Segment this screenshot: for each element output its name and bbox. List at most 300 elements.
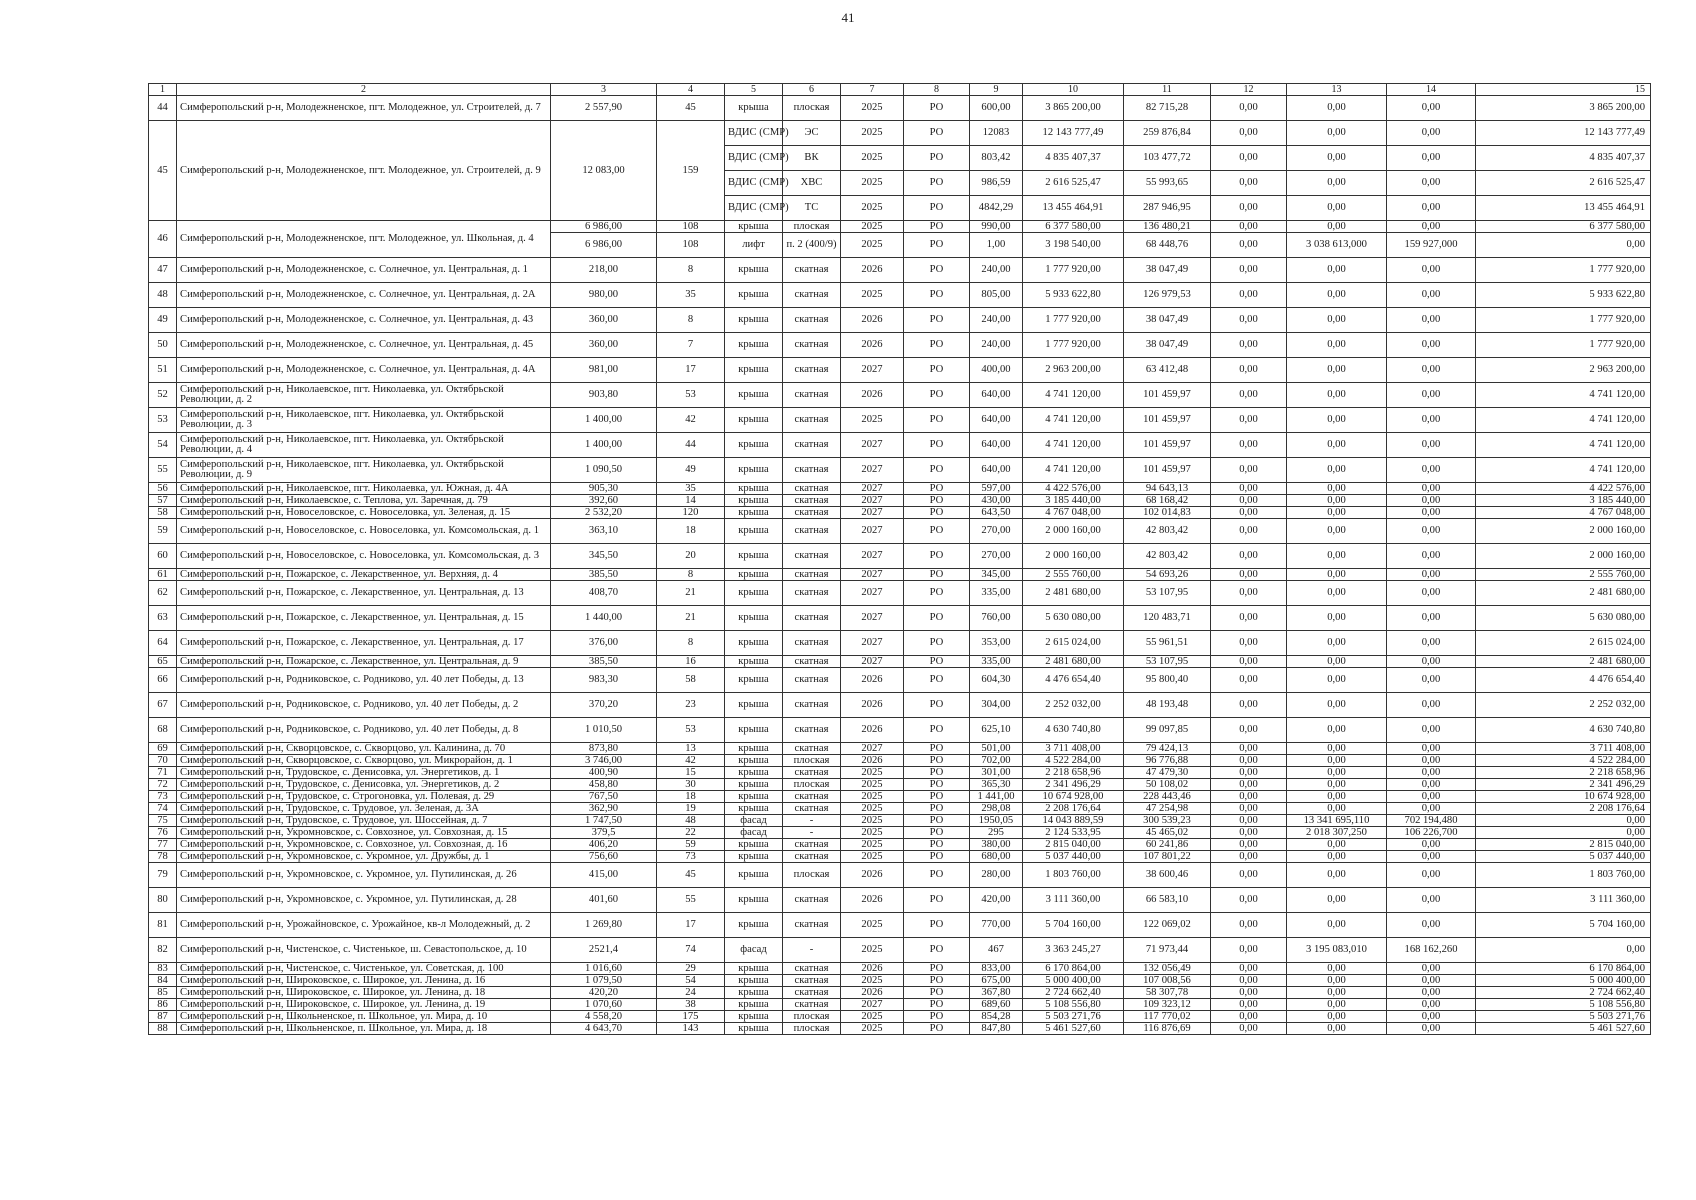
cell-c12: 0,00 xyxy=(1211,507,1287,519)
cell-c12: 0,00 xyxy=(1211,221,1287,233)
cell-c8: РО xyxy=(904,196,970,221)
table-row xyxy=(149,755,1651,767)
cell-c13: 0,00 xyxy=(1287,221,1387,233)
cell-c8: РО xyxy=(904,121,970,146)
row-number: 82 xyxy=(149,938,177,963)
cell-c5: крыша xyxy=(725,963,783,975)
cell-c6: скатная xyxy=(783,913,841,938)
cell-c12: 0,00 xyxy=(1211,519,1287,544)
address-cell: Симферопольский р-н, Молодежненское, пгт. Молодежное, ул. Строителей, д. 7 xyxy=(177,96,551,121)
cell-c6: скатная xyxy=(783,668,841,693)
cell-c8: РО xyxy=(904,358,970,383)
cell-c13: 0,00 xyxy=(1287,803,1387,815)
cell-c4: 53 xyxy=(657,718,725,743)
cell-c14: 0,00 xyxy=(1387,146,1476,171)
cell-c3: 420,20 xyxy=(551,987,657,999)
cell-c6: скатная xyxy=(783,358,841,383)
cell-c4: 108 xyxy=(657,233,725,258)
cell-c6: п. 2 (400/9) xyxy=(783,233,841,258)
cell-c12: 0,00 xyxy=(1211,755,1287,767)
cell-c3: 6 986,00 xyxy=(551,221,657,233)
cell-c11: 54 693,26 xyxy=(1124,569,1211,581)
cell-c12: 0,00 xyxy=(1211,975,1287,987)
row-number: 62 xyxy=(149,581,177,606)
cell-c15: 2 963 200,00 xyxy=(1476,358,1651,383)
cell-c13: 0,00 xyxy=(1287,987,1387,999)
cell-c15: 1 803 760,00 xyxy=(1476,863,1651,888)
cell-c3: 12 083,00 xyxy=(551,121,657,221)
cell-c14: 0,00 xyxy=(1387,987,1476,999)
cell-c3: 2 532,20 xyxy=(551,507,657,519)
cell-c8: РО xyxy=(904,221,970,233)
cell-c4: 44 xyxy=(657,433,725,458)
cell-c12: 0,00 xyxy=(1211,851,1287,863)
cell-c7: 2027 xyxy=(841,569,904,581)
cell-c10: 4 476 654,40 xyxy=(1023,668,1124,693)
cell-c14: 0,00 xyxy=(1387,718,1476,743)
cell-c4: 29 xyxy=(657,963,725,975)
column-header: 12 xyxy=(1211,84,1287,96)
cell-c7: 2027 xyxy=(841,581,904,606)
row-number: 45 xyxy=(149,121,177,221)
row-number: 76 xyxy=(149,827,177,839)
row-number: 83 xyxy=(149,963,177,975)
cell-c12: 0,00 xyxy=(1211,483,1287,495)
cell-c11: 47 254,98 xyxy=(1124,803,1211,815)
cell-c6: скатная xyxy=(783,606,841,631)
cell-c7: 2025 xyxy=(841,938,904,963)
cell-c13: 0,00 xyxy=(1287,718,1387,743)
cell-c5: крыша xyxy=(725,358,783,383)
cell-c11: 228 443,46 xyxy=(1124,791,1211,803)
cell-c9: 847,80 xyxy=(970,1023,1023,1035)
cell-c5: крыша xyxy=(725,779,783,791)
cell-c10: 4 741 120,00 xyxy=(1023,458,1124,483)
cell-c9: 805,00 xyxy=(970,283,1023,308)
row-number: 86 xyxy=(149,999,177,1011)
cell-c15: 5 000 400,00 xyxy=(1476,975,1651,987)
cell-c3: 1 400,00 xyxy=(551,408,657,433)
cell-c11: 63 412,48 xyxy=(1124,358,1211,383)
cell-c10: 2 724 662,40 xyxy=(1023,987,1124,999)
cell-c8: РО xyxy=(904,999,970,1011)
row-number: 79 xyxy=(149,863,177,888)
cell-c12: 0,00 xyxy=(1211,888,1287,913)
cell-c9: 400,00 xyxy=(970,358,1023,383)
address-cell: Симферопольский р-н, Чистенское, с. Чистенькое, ш. Севастопольское, д. 10 xyxy=(177,938,551,963)
cell-c15: 5 503 271,76 xyxy=(1476,1011,1651,1023)
cell-c7: 2027 xyxy=(841,519,904,544)
cell-c7: 2027 xyxy=(841,458,904,483)
cell-c12: 0,00 xyxy=(1211,283,1287,308)
cell-c15: 2 616 525,47 xyxy=(1476,171,1651,196)
cell-c15: 2 615 024,00 xyxy=(1476,631,1651,656)
cell-c13: 0,00 xyxy=(1287,913,1387,938)
cell-c5: фасад xyxy=(725,815,783,827)
column-header: 1 xyxy=(149,84,177,96)
cell-c15: 4 741 120,00 xyxy=(1476,383,1651,408)
cell-c14: 0,00 xyxy=(1387,569,1476,581)
row-number: 52 xyxy=(149,383,177,408)
table-row xyxy=(149,987,1651,999)
cell-c11: 42 803,42 xyxy=(1124,519,1211,544)
cell-c8: РО xyxy=(904,383,970,408)
cell-c14: 0,00 xyxy=(1387,606,1476,631)
cell-c15: 13 455 464,91 xyxy=(1476,196,1651,221)
cell-c3: 1 400,00 xyxy=(551,433,657,458)
cell-c8: РО xyxy=(904,963,970,975)
row-number: 60 xyxy=(149,544,177,569)
cell-c6: скатная xyxy=(783,839,841,851)
cell-c10: 6 377 580,00 xyxy=(1023,221,1124,233)
address-cell: Симферопольский р-н, Родниковское, с. Родниково, ул. 40 лет Победы, д. 8 xyxy=(177,718,551,743)
cell-c5: крыша xyxy=(725,718,783,743)
cell-c5: лифт xyxy=(725,233,783,258)
table-row xyxy=(149,408,1651,433)
cell-c12: 0,00 xyxy=(1211,803,1287,815)
address-cell: Симферопольский р-н, Трудовское, с. Трудовое, ул. Шоссейная, д. 7 xyxy=(177,815,551,827)
cell-c10: 5 461 527,60 xyxy=(1023,1023,1124,1035)
address-cell: Симферопольский р-н, Пожарское, с. Лекарственное, ул. Центральная, д. 9 xyxy=(177,656,551,668)
cell-c10: 2 208 176,64 xyxy=(1023,803,1124,815)
cell-c4: 17 xyxy=(657,358,725,383)
cell-c9: 986,59 xyxy=(970,171,1023,196)
row-number: 49 xyxy=(149,308,177,333)
cell-c6: скатная xyxy=(783,999,841,1011)
table-row xyxy=(149,483,1651,495)
cell-c12: 0,00 xyxy=(1211,693,1287,718)
cell-c8: РО xyxy=(904,146,970,171)
address-cell: Симферопольский р-н, Чистенское, с. Чистенькое, ул. Советская, д. 100 xyxy=(177,963,551,975)
cell-c9: 304,00 xyxy=(970,693,1023,718)
cell-c12: 0,00 xyxy=(1211,963,1287,975)
address-cell: Симферопольский р-н, Укромновское, с. Укромное, ул. Путилинская, д. 28 xyxy=(177,888,551,913)
cell-c10: 2 555 760,00 xyxy=(1023,569,1124,581)
cell-c10: 2 252 032,00 xyxy=(1023,693,1124,718)
cell-c11: 50 108,02 xyxy=(1124,779,1211,791)
row-number: 66 xyxy=(149,668,177,693)
table-row xyxy=(149,743,1651,755)
cell-c10: 12 143 777,49 xyxy=(1023,121,1124,146)
cell-c13: 0,00 xyxy=(1287,693,1387,718)
cell-c7: 2025 xyxy=(841,803,904,815)
cell-c11: 53 107,95 xyxy=(1124,581,1211,606)
cell-c11: 107 008,56 xyxy=(1124,975,1211,987)
cell-c10: 2 963 200,00 xyxy=(1023,358,1124,383)
cell-c4: 59 xyxy=(657,839,725,851)
cell-c14: 0,00 xyxy=(1387,433,1476,458)
cell-c13: 0,00 xyxy=(1287,668,1387,693)
cell-c14: 0,00 xyxy=(1387,171,1476,196)
row-number: 48 xyxy=(149,283,177,308)
cell-c8: РО xyxy=(904,495,970,507)
cell-c4: 120 xyxy=(657,507,725,519)
cell-c10: 4 741 120,00 xyxy=(1023,408,1124,433)
cell-c10: 2 616 525,47 xyxy=(1023,171,1124,196)
cell-c4: 23 xyxy=(657,693,725,718)
cell-c5: крыша xyxy=(725,519,783,544)
cell-c9: 240,00 xyxy=(970,333,1023,358)
cell-c7: 2025 xyxy=(841,96,904,121)
cell-c9: 833,00 xyxy=(970,963,1023,975)
cell-c3: 983,30 xyxy=(551,668,657,693)
cell-c12: 0,00 xyxy=(1211,146,1287,171)
cell-c8: РО xyxy=(904,718,970,743)
cell-c6: скатная xyxy=(783,495,841,507)
address-cell: Симферопольский р-н, Пожарское, с. Лекарственное, ул. Центральная, д. 13 xyxy=(177,581,551,606)
cell-c6: плоская xyxy=(783,1011,841,1023)
table-row xyxy=(149,458,1651,483)
cell-c12: 0,00 xyxy=(1211,171,1287,196)
cell-c8: РО xyxy=(904,767,970,779)
cell-c12: 0,00 xyxy=(1211,987,1287,999)
cell-c13: 0,00 xyxy=(1287,458,1387,483)
cell-c4: 15 xyxy=(657,767,725,779)
cell-c4: 38 xyxy=(657,999,725,1011)
cell-c9: 689,60 xyxy=(970,999,1023,1011)
address-cell: Симферопольский р-н, Трудовское, с. Трудовое, ул. Зеленая, д. 3А xyxy=(177,803,551,815)
cell-c6: скатная xyxy=(783,483,841,495)
cell-c7: 2025 xyxy=(841,1011,904,1023)
cell-c11: 107 801,22 xyxy=(1124,851,1211,863)
cell-c12: 0,00 xyxy=(1211,569,1287,581)
table-row xyxy=(149,519,1651,544)
cell-c9: 365,30 xyxy=(970,779,1023,791)
cell-c13: 0,00 xyxy=(1287,963,1387,975)
table-row xyxy=(149,96,1651,121)
table-row xyxy=(149,433,1651,458)
cell-c13: 0,00 xyxy=(1287,888,1387,913)
cell-c12: 0,00 xyxy=(1211,233,1287,258)
cell-c4: 55 xyxy=(657,888,725,913)
table-row xyxy=(149,791,1651,803)
cell-c5: ВДИС (СМР) xyxy=(725,121,783,146)
cell-c12: 0,00 xyxy=(1211,196,1287,221)
table-row xyxy=(149,975,1651,987)
cell-c11: 120 483,71 xyxy=(1124,606,1211,631)
cell-c5: крыша xyxy=(725,693,783,718)
cell-c14: 0,00 xyxy=(1387,656,1476,668)
cell-c12: 0,00 xyxy=(1211,779,1287,791)
cell-c4: 8 xyxy=(657,569,725,581)
cell-c13: 0,00 xyxy=(1287,656,1387,668)
cell-c13: 0,00 xyxy=(1287,433,1387,458)
cell-c8: РО xyxy=(904,755,970,767)
cell-c12: 0,00 xyxy=(1211,827,1287,839)
cell-c5: крыша xyxy=(725,495,783,507)
cell-c4: 19 xyxy=(657,803,725,815)
cell-c14: 0,00 xyxy=(1387,308,1476,333)
table-row xyxy=(149,913,1651,938)
cell-c5: крыша xyxy=(725,888,783,913)
cell-c15: 2 252 032,00 xyxy=(1476,693,1651,718)
cell-c8: РО xyxy=(904,283,970,308)
cell-c4: 175 xyxy=(657,1011,725,1023)
cell-c15: 4 741 120,00 xyxy=(1476,408,1651,433)
table-row xyxy=(149,606,1651,631)
cell-c6: скатная xyxy=(783,458,841,483)
cell-c6: скатная xyxy=(783,851,841,863)
cell-c5: крыша xyxy=(725,221,783,233)
cell-c15: 1 777 920,00 xyxy=(1476,333,1651,358)
cell-c9: 12083 xyxy=(970,121,1023,146)
cell-c6: ТС xyxy=(783,196,841,221)
cell-c14: 0,00 xyxy=(1387,495,1476,507)
cell-c6: скатная xyxy=(783,767,841,779)
cell-c15: 2 481 680,00 xyxy=(1476,656,1651,668)
cell-c13: 0,00 xyxy=(1287,743,1387,755)
row-number: 84 xyxy=(149,975,177,987)
cell-c13: 0,00 xyxy=(1287,975,1387,987)
page-number: 41 xyxy=(841,10,855,25)
cell-c8: РО xyxy=(904,803,970,815)
cell-c8: РО xyxy=(904,815,970,827)
cell-c14: 0,00 xyxy=(1387,755,1476,767)
cell-c13: 0,00 xyxy=(1287,631,1387,656)
cell-c5: крыша xyxy=(725,999,783,1011)
cell-c4: 159 xyxy=(657,121,725,221)
cell-c10: 2 000 160,00 xyxy=(1023,544,1124,569)
address-cell: Симферопольский р-н, Школьненское, п. Школьное, ул. Мира, д. 18 xyxy=(177,1023,551,1035)
cell-c14: 168 162,260 xyxy=(1387,938,1476,963)
cell-c11: 109 323,12 xyxy=(1124,999,1211,1011)
cell-c15: 3 185 440,00 xyxy=(1476,495,1651,507)
cell-c6: скатная xyxy=(783,507,841,519)
table-row xyxy=(149,938,1651,963)
cell-c4: 24 xyxy=(657,987,725,999)
column-header: 5 xyxy=(725,84,783,96)
cell-c6: ВК xyxy=(783,146,841,171)
cell-c13: 0,00 xyxy=(1287,171,1387,196)
row-number: 85 xyxy=(149,987,177,999)
cell-c3: 370,20 xyxy=(551,693,657,718)
row-number: 58 xyxy=(149,507,177,519)
cell-c4: 18 xyxy=(657,791,725,803)
cell-c15: 4 422 576,00 xyxy=(1476,483,1651,495)
cell-c8: РО xyxy=(904,668,970,693)
cell-c8: РО xyxy=(904,483,970,495)
cell-c10: 4 522 284,00 xyxy=(1023,755,1124,767)
cell-c6: плоская xyxy=(783,863,841,888)
column-header: 15 xyxy=(1476,84,1651,96)
table-row xyxy=(149,308,1651,333)
cell-c9: 803,42 xyxy=(970,146,1023,171)
cell-c6: скатная xyxy=(783,631,841,656)
row-number: 50 xyxy=(149,333,177,358)
cell-c10: 2 218 658,96 xyxy=(1023,767,1124,779)
cell-c11: 259 876,84 xyxy=(1124,121,1211,146)
cell-c10: 2 341 496,29 xyxy=(1023,779,1124,791)
cell-c6: скатная xyxy=(783,433,841,458)
table-row xyxy=(149,999,1651,1011)
cell-c11: 102 014,83 xyxy=(1124,507,1211,519)
cell-c14: 0,00 xyxy=(1387,1023,1476,1035)
cell-c10: 4 630 740,80 xyxy=(1023,718,1124,743)
cell-c8: РО xyxy=(904,258,970,283)
cell-c11: 58 307,78 xyxy=(1124,987,1211,999)
cell-c15: 0,00 xyxy=(1476,233,1651,258)
cell-c10: 4 767 048,00 xyxy=(1023,507,1124,519)
row-number: 56 xyxy=(149,483,177,495)
cell-c4: 53 xyxy=(657,383,725,408)
cell-c11: 94 643,13 xyxy=(1124,483,1211,495)
cell-c9: 640,00 xyxy=(970,408,1023,433)
cell-c10: 1 777 920,00 xyxy=(1023,308,1124,333)
address-cell: Симферопольский р-н, Широковское, с. Широкое, ул. Ленина, д. 18 xyxy=(177,987,551,999)
table-row xyxy=(149,495,1651,507)
cell-c11: 53 107,95 xyxy=(1124,656,1211,668)
cell-c13: 0,00 xyxy=(1287,258,1387,283)
row-number: 87 xyxy=(149,1011,177,1023)
cell-c8: РО xyxy=(904,839,970,851)
cell-c14: 0,00 xyxy=(1387,581,1476,606)
cell-c3: 376,00 xyxy=(551,631,657,656)
cell-c9: 240,00 xyxy=(970,308,1023,333)
cell-c6: - xyxy=(783,815,841,827)
cell-c6: скатная xyxy=(783,743,841,755)
cell-c15: 4 741 120,00 xyxy=(1476,433,1651,458)
cell-c8: РО xyxy=(904,851,970,863)
cell-c8: РО xyxy=(904,458,970,483)
table-row xyxy=(149,258,1651,283)
cell-c7: 2027 xyxy=(841,433,904,458)
cell-c4: 143 xyxy=(657,1023,725,1035)
address-cell: Симферопольский р-н, Молодежненское, пгт. Молодежное, ул. Строителей, д. 9 xyxy=(177,121,551,221)
cell-c6: скатная xyxy=(783,718,841,743)
column-header: 2 xyxy=(177,84,551,96)
cell-c8: РО xyxy=(904,233,970,258)
cell-c14: 0,00 xyxy=(1387,333,1476,358)
cell-c5: крыша xyxy=(725,258,783,283)
cell-c6: ХВС xyxy=(783,171,841,196)
cell-c9: 597,00 xyxy=(970,483,1023,495)
cell-c15: 4 476 654,40 xyxy=(1476,668,1651,693)
cell-c13: 0,00 xyxy=(1287,606,1387,631)
cell-c15: 3 865 200,00 xyxy=(1476,96,1651,121)
cell-c15: 4 767 048,00 xyxy=(1476,507,1651,519)
cell-c5: крыша xyxy=(725,333,783,358)
cell-c15: 5 461 527,60 xyxy=(1476,1023,1651,1035)
cell-c12: 0,00 xyxy=(1211,839,1287,851)
cell-c5: крыша xyxy=(725,631,783,656)
cell-c4: 20 xyxy=(657,544,725,569)
row-number: 63 xyxy=(149,606,177,631)
cell-c3: 362,90 xyxy=(551,803,657,815)
cell-c8: РО xyxy=(904,743,970,755)
cell-c10: 5 037 440,00 xyxy=(1023,851,1124,863)
cell-c6: скатная xyxy=(783,408,841,433)
column-header: 6 xyxy=(783,84,841,96)
cell-c3: 756,60 xyxy=(551,851,657,863)
cell-c9: 430,00 xyxy=(970,495,1023,507)
cell-c15: 5 704 160,00 xyxy=(1476,913,1651,938)
cell-c9: 680,00 xyxy=(970,851,1023,863)
cell-c5: крыша xyxy=(725,383,783,408)
cell-c14: 0,00 xyxy=(1387,196,1476,221)
address-cell: Симферопольский р-н, Трудовское, с. Строгоновка, ул. Полевая, д. 29 xyxy=(177,791,551,803)
cell-c5: крыша xyxy=(725,483,783,495)
cell-c14: 0,00 xyxy=(1387,888,1476,913)
cell-c15: 0,00 xyxy=(1476,938,1651,963)
table-row xyxy=(149,1011,1651,1023)
address-cell: Симферопольский р-н, Новоселовское, с. Новоселовка, ул. Комсомольская, д. 3 xyxy=(177,544,551,569)
address-cell: Симферопольский р-н, Скворцовское, с. Скворцово, ул. Калинина, д. 70 xyxy=(177,743,551,755)
cell-c7: 2026 xyxy=(841,383,904,408)
cell-c3: 1 016,60 xyxy=(551,963,657,975)
cell-c11: 38 047,49 xyxy=(1124,333,1211,358)
cell-c12: 0,00 xyxy=(1211,743,1287,755)
address-cell: Симферопольский р-н, Новоселовское, с. Новоселовка, ул. Зеленая, д. 15 xyxy=(177,507,551,519)
